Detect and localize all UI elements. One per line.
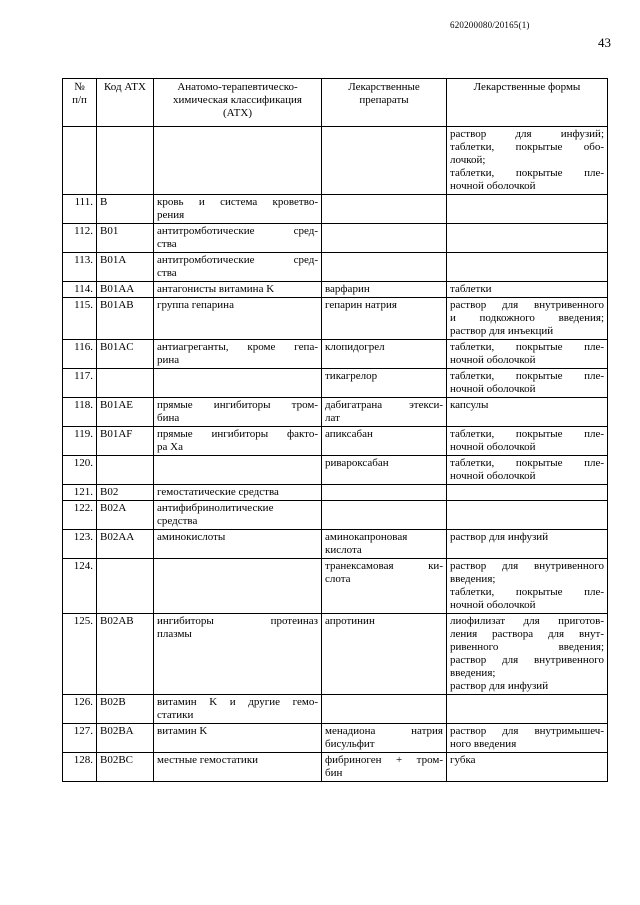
atx-code: B02AA — [97, 530, 154, 559]
forms — [447, 195, 608, 224]
drugs — [322, 559, 447, 614]
forms-line: ного введения — [450, 738, 517, 750]
atx-code: B02AB — [97, 614, 154, 695]
classification-line: средства — [157, 515, 198, 527]
forms-line: раствор для инъекций — [450, 325, 554, 337]
drugs — [322, 695, 447, 724]
drugs — [322, 427, 447, 456]
drugs — [322, 369, 447, 398]
classification — [154, 456, 322, 485]
forms-line: введения; — [450, 667, 496, 679]
table-row — [63, 427, 608, 456]
drugs — [322, 501, 447, 530]
table-row — [63, 501, 608, 530]
row-number: 119. — [63, 427, 97, 456]
classification-line: ра Xa — [157, 441, 183, 453]
drugs — [322, 753, 447, 782]
drugs — [322, 253, 447, 282]
forms-line: раствор для внутримышеч- — [450, 725, 604, 737]
classification — [154, 253, 322, 282]
drugs — [322, 282, 447, 298]
atx-code — [97, 456, 154, 485]
table-row — [63, 224, 608, 253]
forms-line: таблетки, покрытые пле- — [450, 428, 604, 440]
drugs-line: апротинин — [325, 615, 375, 627]
row-number: 120. — [63, 456, 97, 485]
header-drugs — [322, 79, 447, 127]
table-row — [63, 485, 608, 501]
drugs-line: лат — [325, 412, 340, 424]
row-number: 112. — [63, 224, 97, 253]
forms-line: раствор для внутривенного — [450, 654, 604, 666]
table-row — [63, 253, 608, 282]
row-number: 126. — [63, 695, 97, 724]
classification-line: антиагреганты, кроме гепа- — [157, 341, 318, 353]
forms-line: лочкой; — [450, 154, 486, 166]
forms-line: таблетки — [450, 283, 492, 295]
forms-line: ночной оболочкой — [450, 383, 536, 395]
table-row — [63, 753, 608, 782]
classification-line: рения — [157, 209, 185, 221]
header-code-line: Код АТХ — [104, 81, 146, 93]
forms-line: ночной оболочкой — [450, 441, 536, 453]
forms — [447, 253, 608, 282]
classification-line: ства — [157, 238, 177, 250]
classification — [154, 369, 322, 398]
classification — [154, 224, 322, 253]
forms-line: ночной оболочкой — [450, 180, 536, 192]
atx-code: B01AF — [97, 427, 154, 456]
forms-line: раствор для внутривенного — [450, 560, 604, 572]
classification-line: антитромботические сред- — [157, 254, 318, 266]
classification — [154, 559, 322, 614]
drugs-line: бисульфит — [325, 738, 375, 750]
drugs-line: аминокапроновая — [325, 531, 408, 543]
forms — [447, 724, 608, 753]
classification — [154, 724, 322, 753]
forms-line: таблетки, покрытые пле- — [450, 370, 604, 382]
row-number: 125. — [63, 614, 97, 695]
atx-code: B01A — [97, 253, 154, 282]
forms — [447, 398, 608, 427]
atx-code: B01AE — [97, 398, 154, 427]
forms-line: таблетки, покрытые обо- — [450, 141, 604, 153]
classification — [154, 195, 322, 224]
drugs-line: гепарин натрия — [325, 299, 397, 311]
drugs-line: фибриноген + тром- — [325, 754, 443, 766]
header-classification-line: (АТХ) — [223, 107, 252, 119]
forms — [447, 559, 608, 614]
table-row — [63, 369, 608, 398]
row-number: 124. — [63, 559, 97, 614]
drugs-line: варфарин — [325, 283, 370, 295]
drugs-line: слота — [325, 573, 351, 585]
classification — [154, 398, 322, 427]
drugs — [322, 614, 447, 695]
table-row — [63, 695, 608, 724]
header-drugs-line: Лекарственные — [348, 81, 420, 93]
header-classification — [154, 79, 322, 127]
row-number: 128. — [63, 753, 97, 782]
row-number: 113. — [63, 253, 97, 282]
drugs-line: тикагрелор — [325, 370, 378, 382]
row-number: 127. — [63, 724, 97, 753]
classification-line: статики — [157, 709, 194, 721]
document-id: 620200080/20165(1) — [450, 20, 530, 30]
header-classification-line: Анатомо-терапевтическо- — [177, 81, 298, 93]
drugs-line: ривароксабан — [325, 457, 389, 469]
classification-line: ства — [157, 267, 177, 279]
classification-line: рина — [157, 354, 180, 366]
classification-line: витамин K — [157, 725, 208, 737]
forms — [447, 224, 608, 253]
table-row — [63, 530, 608, 559]
header-code — [97, 79, 154, 127]
atx-code: B02B — [97, 695, 154, 724]
forms-line: ления раствора для внут- — [450, 628, 604, 640]
drugs-line: бин — [325, 767, 343, 779]
header-classification-line: химическая классификация — [173, 94, 302, 106]
forms-line: введения; — [450, 573, 496, 585]
classification-line: антагонисты витамина K — [157, 283, 275, 295]
drugs — [322, 485, 447, 501]
atx-code: B02 — [97, 485, 154, 501]
drugs — [322, 724, 447, 753]
forms — [447, 501, 608, 530]
classification — [154, 427, 322, 456]
row-number: 114. — [63, 282, 97, 298]
drugs — [322, 127, 447, 195]
classification-line: ингибиторы протеиназ — [157, 615, 318, 627]
forms-line: таблетки, покрытые пле- — [450, 341, 604, 353]
atx-code: B01 — [97, 224, 154, 253]
forms — [447, 530, 608, 559]
classification-line: антитромботические сред- — [157, 225, 318, 237]
forms — [447, 485, 608, 501]
classification-line: кровь и система кроветво- — [157, 196, 318, 208]
forms-line: таблетки, покрытые пле- — [450, 457, 604, 469]
forms — [447, 127, 608, 195]
header-num — [63, 79, 97, 127]
forms-line: ночной оболочкой — [450, 354, 536, 366]
classification — [154, 282, 322, 298]
drugs-line: кислота — [325, 544, 362, 556]
atx-code: B02BC — [97, 753, 154, 782]
atx-table — [62, 78, 608, 782]
classification — [154, 298, 322, 340]
drugs-line: апиксабан — [325, 428, 373, 440]
classification-line: антифибринолитические — [157, 502, 274, 514]
classification — [154, 753, 322, 782]
drugs — [322, 456, 447, 485]
atx-code — [97, 559, 154, 614]
forms — [447, 695, 608, 724]
classification-line: местные гемостатики — [157, 754, 259, 766]
forms — [447, 456, 608, 485]
forms-line: раствор для внутривенного — [450, 299, 604, 311]
forms-line: губка — [450, 754, 476, 766]
forms — [447, 753, 608, 782]
forms — [447, 340, 608, 369]
drugs — [322, 224, 447, 253]
classification-line: плазмы — [157, 628, 192, 640]
table-row — [63, 127, 608, 195]
header-num-line: № — [74, 81, 85, 93]
row-number: 116. — [63, 340, 97, 369]
forms — [447, 298, 608, 340]
row-number: 117. — [63, 369, 97, 398]
atx-code — [97, 369, 154, 398]
classification-line: витамин K и другие гемо- — [157, 696, 318, 708]
header-forms-line: Лекарственные формы — [473, 81, 581, 93]
classification-line: группа гепарина — [157, 299, 234, 311]
classification — [154, 127, 322, 195]
forms-line: таблетки, покрытые пле- — [450, 586, 604, 598]
forms-line: ривенного введения; — [450, 641, 604, 653]
forms-line: капсулы — [450, 399, 489, 411]
table-row — [63, 195, 608, 224]
atx-code: B01AC — [97, 340, 154, 369]
classification — [154, 614, 322, 695]
page-number: 43 — [598, 35, 611, 50]
row-number — [63, 127, 97, 195]
classification-line: бина — [157, 412, 180, 424]
table-header-row — [63, 79, 608, 127]
table-row — [63, 559, 608, 614]
row-number: 115. — [63, 298, 97, 340]
table-row — [63, 298, 608, 340]
atx-code: B02BA — [97, 724, 154, 753]
classification — [154, 695, 322, 724]
row-number: 122. — [63, 501, 97, 530]
forms — [447, 282, 608, 298]
forms-line: таблетки, покрытые пле- — [450, 167, 604, 179]
forms-line: раствор для инфузий; — [450, 128, 604, 140]
drugs — [322, 398, 447, 427]
classification — [154, 501, 322, 530]
header-drugs-line: препараты — [359, 94, 409, 106]
row-number: 123. — [63, 530, 97, 559]
classification — [154, 530, 322, 559]
atx-code: B — [97, 195, 154, 224]
classification-line: прямые ингибиторы факто- — [157, 428, 318, 440]
forms-line: ночной оболочкой — [450, 599, 536, 611]
drugs-line: клопидогрел — [325, 341, 385, 353]
table-row — [63, 724, 608, 753]
drugs — [322, 195, 447, 224]
drugs-line: транексамовая ки- — [325, 560, 443, 572]
forms — [447, 614, 608, 695]
drugs-line: менадиона натрия — [325, 725, 443, 737]
header-forms — [447, 79, 608, 127]
header-num-line: п/п — [72, 94, 87, 106]
drugs — [322, 340, 447, 369]
forms-line: лиофилизат для приготов- — [450, 615, 604, 627]
forms-line: раствор для инфузий — [450, 531, 549, 543]
forms-line: раствор для инфузий — [450, 680, 549, 692]
atx-code: B02A — [97, 501, 154, 530]
classification-line: гемостатические средства — [157, 486, 279, 498]
table-row — [63, 614, 608, 695]
row-number: 111. — [63, 195, 97, 224]
forms-line: ночной оболочкой — [450, 470, 536, 482]
drugs-line: дабигатрана этекси- — [325, 399, 443, 411]
row-number: 121. — [63, 485, 97, 501]
drugs — [322, 298, 447, 340]
classification — [154, 485, 322, 501]
table-row — [63, 456, 608, 485]
classification — [154, 340, 322, 369]
table-row — [63, 282, 608, 298]
forms-line: и подкожного введения; — [450, 312, 604, 324]
atx-code: B01AB — [97, 298, 154, 340]
forms — [447, 427, 608, 456]
drugs — [322, 530, 447, 559]
table-row — [63, 340, 608, 369]
classification-line: аминокислоты — [157, 531, 226, 543]
atx-code — [97, 127, 154, 195]
table-row — [63, 398, 608, 427]
classification-line: прямые ингибиторы тром- — [157, 399, 318, 411]
row-number: 118. — [63, 398, 97, 427]
forms — [447, 369, 608, 398]
atx-code: B01AA — [97, 282, 154, 298]
